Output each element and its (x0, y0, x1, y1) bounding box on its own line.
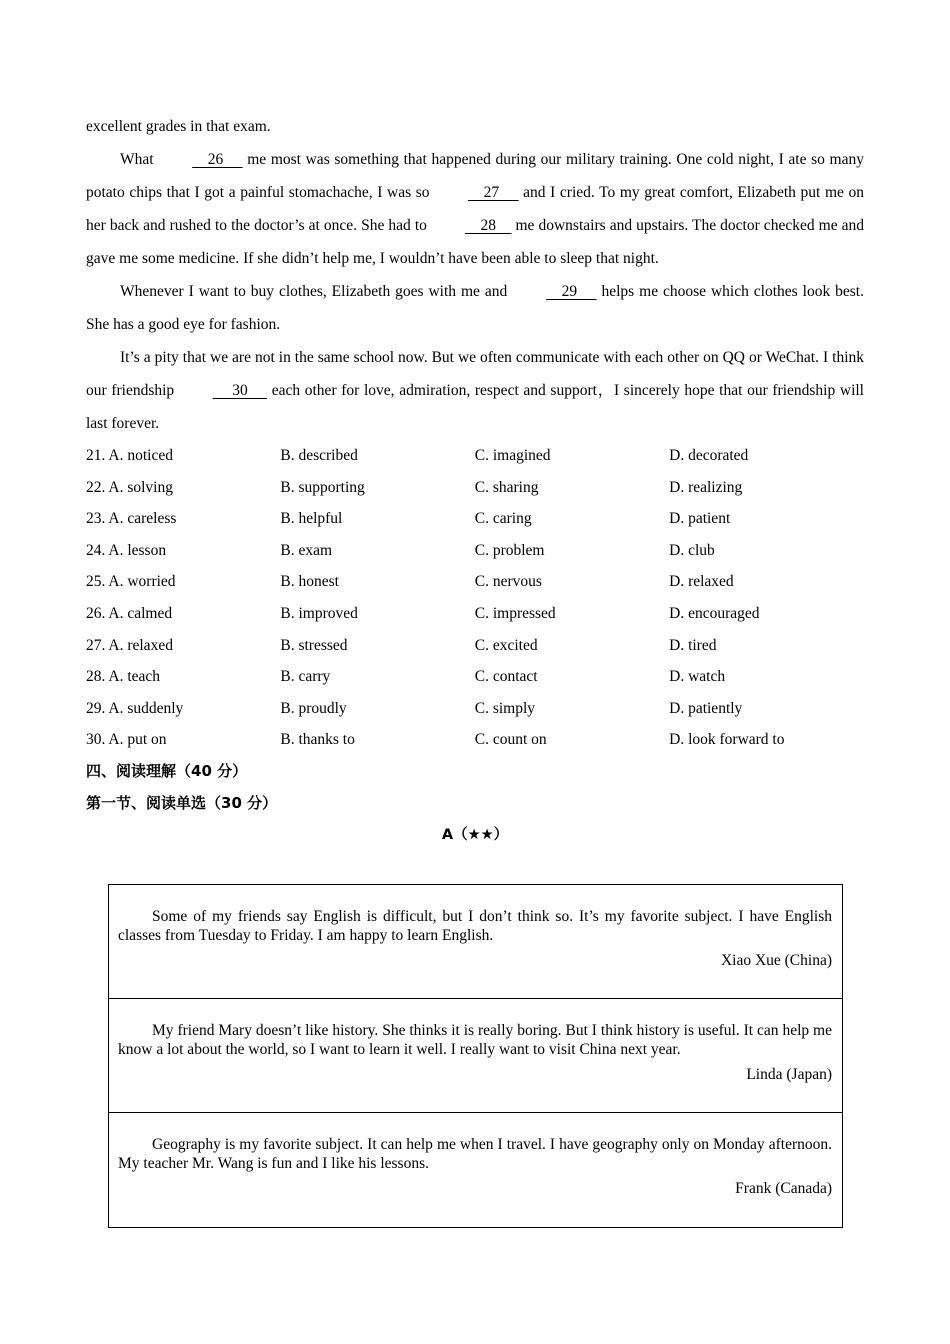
question-row (86, 598, 864, 630)
question-row (86, 630, 864, 662)
option: D. patiently (669, 699, 743, 717)
option: 29. A. suddenly (86, 699, 184, 717)
text-span: me most was something that happened during our military training. One cold night, I ate so many potato chips that I got a painful stomachache, I was so (86, 151, 864, 201)
entry-author: Xiao Xue (China) (720, 952, 832, 969)
option: C. impressed (474, 604, 556, 622)
option: 24. A. lesson (86, 541, 167, 559)
question-row (86, 693, 864, 725)
option: C. problem (474, 541, 545, 559)
blank-30: 30 (212, 382, 268, 399)
option: D. relaxed (669, 573, 734, 591)
option: D. club (669, 541, 715, 559)
entry-author: Frank (Canada) (735, 1180, 832, 1197)
blank-27: 27 (468, 184, 519, 201)
option: C. nervous (474, 573, 542, 591)
option: D. decorated (669, 447, 749, 464)
option: 27. A. relaxed (86, 636, 173, 654)
option: C. excited (474, 636, 538, 654)
option: C. caring (474, 510, 532, 528)
option: 28. A. teach (86, 668, 161, 686)
question-row (86, 440, 864, 472)
option: D. realizing (669, 478, 743, 496)
option: 30. A. put on (86, 731, 167, 749)
option: 25. A. worried (86, 573, 176, 591)
entry-text: Some of my friends say English is difficult, but I don’t think so. It’s my favorite subject. I have English classes from Tuesday to Friday. I am happy to learn English. (118, 908, 832, 944)
option: B. helpful (280, 510, 343, 528)
option: C. simply (474, 699, 536, 717)
passage-paragraph (86, 143, 864, 275)
option: C. sharing (474, 478, 539, 496)
option: 22. A. solving (86, 478, 173, 496)
passage-title: A（★★） (441, 827, 509, 844)
section-heading: 四、阅读理解（40 分） (86, 761, 248, 780)
blank-26: 26 (192, 151, 243, 168)
entry-text: My friend Mary doesn’t like history. She thinks it is really boring. But I think history is useful. It can help me know a lot about the world, so I want to learn it well. I really want to visit China next year. (118, 1022, 832, 1058)
text-span: me downstairs and upstairs. The doctor checked me and gave me some medicine. If she didn’t help me, I wouldn’t have been able to sleep that night. (86, 217, 865, 267)
text-span: each other for love, admiration, respect and support，I sincerely hope that our friendship will last forever. (86, 382, 864, 432)
passage-line: excellent grades in that exam. (86, 118, 271, 135)
document-page (86, 110, 864, 852)
option: D. encouraged (669, 604, 760, 622)
option: B. carry (280, 668, 331, 686)
option: 23. A. careless (86, 510, 177, 528)
option: C. contact (474, 668, 538, 686)
option: B. exam (280, 541, 333, 559)
option: B. improved (280, 604, 358, 622)
option: B. supporting (280, 478, 365, 496)
option: D. look forward to (669, 731, 785, 749)
option: 26. A. calmed (86, 604, 173, 622)
reading-entry (109, 885, 842, 999)
question-row (86, 535, 864, 567)
text-span: Whenever I want to buy clothes, Elizabeth goes with me and (120, 283, 513, 300)
option: C. imagined (474, 447, 551, 464)
option: D. tired (669, 636, 717, 654)
question-row (86, 503, 864, 535)
option: D. patient (669, 510, 731, 528)
option: B. proudly (280, 699, 347, 717)
option: D. watch (669, 668, 726, 686)
option: B. stressed (280, 636, 348, 654)
reading-entry (109, 999, 842, 1113)
question-list (86, 440, 864, 756)
question-row (86, 724, 864, 756)
option: B. thanks to (280, 731, 355, 749)
question-row (86, 472, 864, 504)
reading-entry (109, 1113, 842, 1227)
passage-paragraph (86, 275, 864, 341)
option: B. described (280, 447, 358, 464)
entry-author: Linda (Japan) (746, 1066, 832, 1083)
passage-paragraph (86, 341, 864, 440)
entry-text: Geography is my favorite subject. It can help me when I travel. I have geography only on Monday afternoon. My teacher Mr. Wang is fun and I like his lessons. (118, 1136, 832, 1172)
option: 21. A. noticed (86, 447, 173, 464)
text-span: It’s a pity that we are not in the same school now. But we often communicate with each other on QQ or WeChat. I think our friendship (86, 349, 864, 399)
question-row (86, 661, 864, 693)
blank-28: 28 (464, 217, 512, 234)
question-row (86, 566, 864, 598)
option: C. count on (474, 731, 547, 749)
section-subheading: 第一节、阅读单选（30 分） (86, 793, 278, 812)
reading-table (108, 884, 843, 1228)
text-span: What (120, 151, 159, 168)
option: B. honest (280, 573, 339, 591)
blank-29: 29 (546, 283, 597, 300)
text-span: helps me choose which clothes look best. She has a good eye for fashion. (86, 283, 864, 333)
text-span: and I cried. To my great comfort, Elizabeth put me on her back and rushed to the doctor’s at once. She had to (86, 184, 865, 234)
